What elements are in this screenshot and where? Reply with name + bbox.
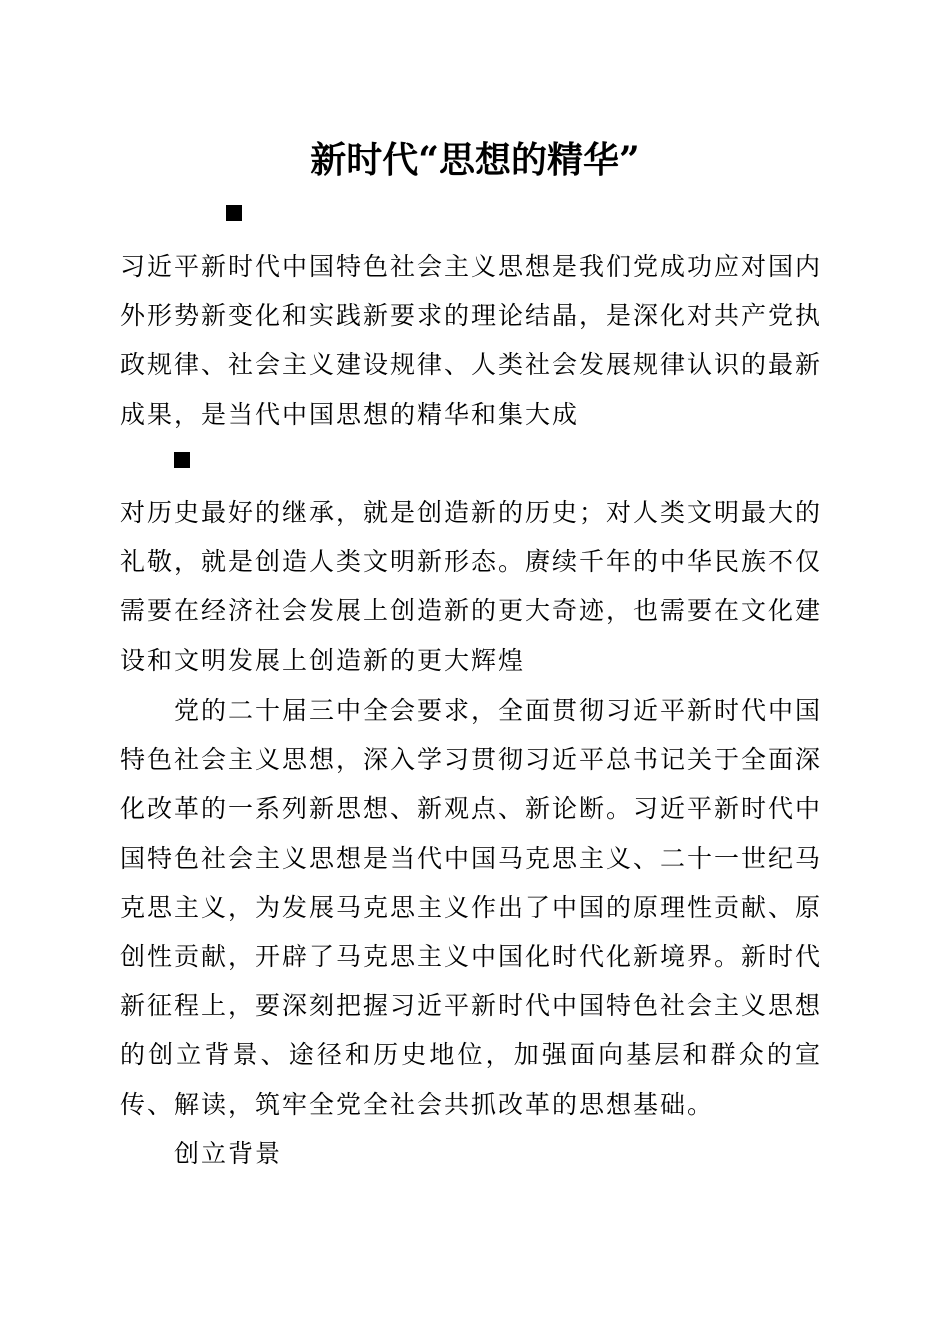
paragraph-quote-1: 习近平新时代中国特色社会主义思想是我们党成功应对国内外形势新变化和实践新要求的理论结晶，是深化对共产党执政规律、社会主义建设规律、人类社会发展规律认识的最新成果，是当代中国思想的精华和集大成 (120, 252, 823, 429)
section-heading: 创立背景 (174, 1139, 283, 1168)
square-bullet-icon (226, 205, 242, 221)
square-bullet-icon (174, 452, 190, 468)
paragraph-body: 党的二十届三中全会要求，全面贯彻习近平新时代中国特色社会主义思想，深入学习贯彻习近平总书记关于全面深化改革的一系列新思想、新观点、新论断。习近平新时代中国特色社会主义思想是当代中国马克思主义、二十一世纪马克思主义，为发展马克思主义作出了中国的原理性贡献、原创性贡献，开辟了马克思主义中国化时代化新境界。新时代新征程上，要深刻把握习近平新时代中国特色社会主义思想的创立背景、途径和历史地位，加强面向基层和群众的宣传、解读，筑牢全党全社会共抓改革的思想基础。 (120, 696, 823, 1119)
paragraph-quote-2: 对历史最好的继承，就是创造新的历史；对人类文明最大的礼敬，就是创造人类文明新形态。赓续千年的中华民族不仅需要在经济社会发展上创造新的更大奇迹，也需要在文化建设和文明发展上创造新的更大辉煌 (120, 498, 823, 675)
document-title: 新时代“思想的精华” (310, 139, 640, 181)
